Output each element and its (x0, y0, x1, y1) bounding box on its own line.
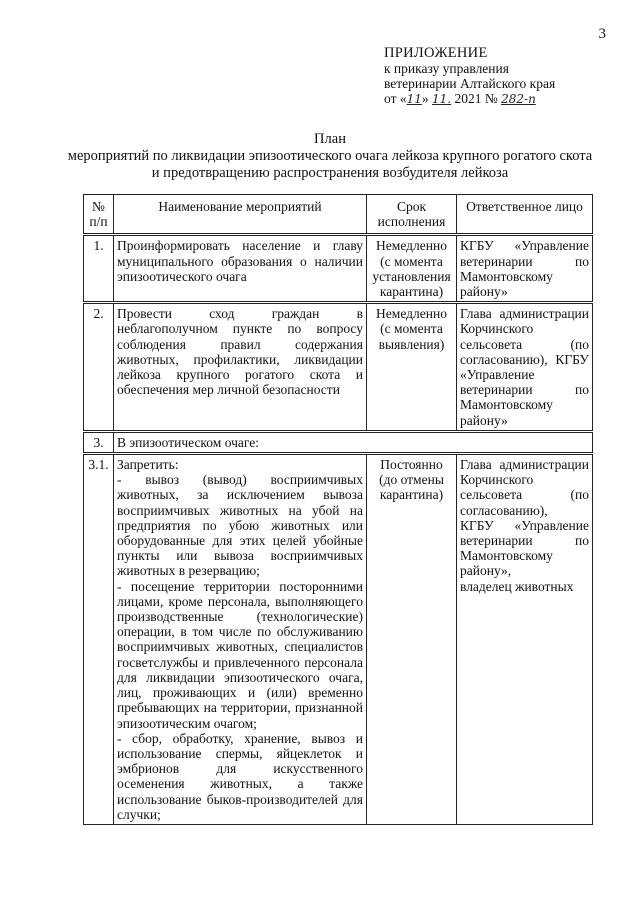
table-row (84, 431, 593, 453)
desc-line: - сбор, обработку, хранение, вывоз и использование спермы, яйцеклеток и эмбрионов для искусственного осеменения животных, а также использование быков-производителей для случки; (117, 730, 363, 822)
row-description: Провести сход граждан в неблагополучном пункте по вопросу соблюдения правил содержания животных, профилактики, ликвидации лейкоза крупного рогатого скота и обеспечения мер личной безопасности (114, 303, 367, 432)
row-number: 3.1. (84, 454, 114, 825)
title-line-1: План (314, 131, 346, 147)
row-term: Немедленно (с момента выявления) (367, 303, 457, 432)
row-description: Проинформировать население и главу муниципального образования о наличии эпизоотического очага (114, 235, 367, 303)
row-number: 1. (84, 235, 114, 303)
annex-line-1: к приказу управления (384, 61, 509, 76)
desc-line: - посещение территории посторонними лицами, кроме персонала, выполняющего производственные (технологические) операции, в том числе по обслуживанию восприимчивых животных, специалистов госветслужбы и привлеченного персонала для ликвидации эпизоотического очага, лиц, проживающих и (или) временно пребывающих на территории, признанной эпизоотическим очагом; (117, 578, 363, 731)
desc-line: - вывоз (вывод) восприимчивых животных, за исключением вывоза восприимчивых животных на убой на предприятия по убою животных или оборудованные для этих целей убойные пункты или вывоза восприимчивых животных в резервацию; (117, 472, 363, 579)
resp-line: владелец животных (460, 578, 574, 594)
table-row (84, 454, 593, 825)
row-term: Немедленно (с момента установления карантина) (367, 235, 457, 303)
table-row (84, 235, 593, 303)
annex-heading: ПРИЛОЖЕНИЕ (384, 45, 488, 61)
header-name: Наименование мероприятий (114, 195, 367, 235)
header-responsible: Ответственное лицо (457, 195, 593, 235)
annex-day: 11 (406, 92, 422, 106)
annex-year: 2021 № (454, 91, 498, 106)
row-responsible (457, 454, 593, 825)
annex-date-mid: » (421, 91, 433, 106)
desc-line: Запретить: (117, 457, 179, 473)
annex-date-prefix: от « (384, 91, 407, 106)
title-line-3: и предотвращению распространения возбудителя лейкоза (151, 165, 509, 181)
plan-table (83, 194, 593, 825)
row-term: Постоянно (до отмены карантина) (367, 454, 457, 825)
row-responsible: КГБУ «Управление ветеринарии по Мамонтовскому району» (457, 235, 593, 303)
annex-block (384, 46, 555, 107)
header-term: Срок исполнения (367, 195, 457, 235)
row-number: 2. (84, 303, 114, 432)
row-description (114, 454, 367, 825)
title-line-2: мероприятий по ликвидации эпизоотического очага лейкоза крупного рогатого скота (67, 148, 593, 164)
annex-date-line (384, 91, 555, 107)
row-number: 3. (84, 431, 114, 453)
page-number: 3 (598, 26, 606, 42)
row-section-heading: В эпизоотическом очаге: (114, 431, 593, 453)
resp-line: КГБУ «Управление ветеринарии по Мамонтовскому району», (460, 517, 589, 579)
document-title (40, 131, 620, 182)
annex-line-2: ветеринарии Алтайского края (384, 76, 556, 91)
table-row (84, 303, 593, 432)
resp-line: Глава администрации Корчинского сельсовета (по согласованию), (460, 457, 589, 518)
annex-order-number: 282-п (501, 92, 536, 106)
annex-month: 11. (432, 92, 452, 106)
table-header-row (84, 195, 593, 235)
header-num: № п/п (84, 195, 114, 235)
row-responsible: Глава администрации Корчинского сельсовета (по согласованию), КГБУ «Управление ветеринарии по Мамонтовскому району» (457, 303, 593, 432)
